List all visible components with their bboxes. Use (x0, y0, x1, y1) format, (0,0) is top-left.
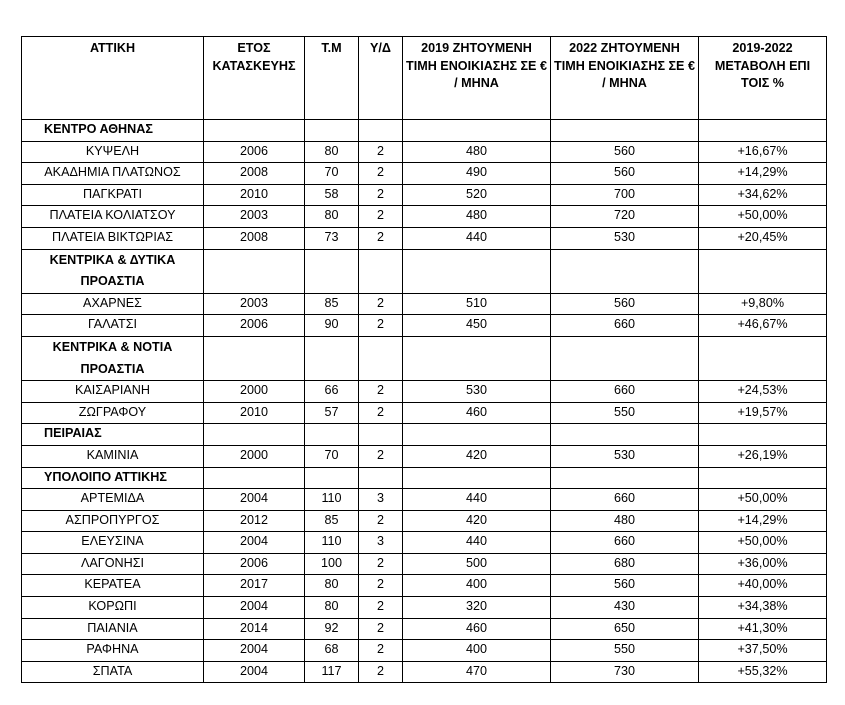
table-row (22, 293, 827, 315)
cell-area: ΑΚΑΔΗΜΙΑ ΠΛΑΤΩΝΟΣ (22, 163, 204, 185)
empty-cell (305, 424, 359, 446)
cell-rent-2022: 550 (551, 640, 699, 662)
cell-construction-year: 2017 (204, 575, 305, 597)
cell-rent-2022: 660 (551, 381, 699, 403)
header-rent-2019: 2019 ΖΗΤΟΥΜΕΝΗ ΤΙΜΗ ΕΝΟΙΚΙΑΣΗΣ ΣΕ € / ΜΗΝΑ (403, 37, 551, 120)
cell-change-percent: +26,19% (699, 445, 827, 467)
empty-cell (551, 336, 699, 380)
cell-bedrooms: 2 (359, 163, 403, 185)
cell-change-percent: +19,57% (699, 402, 827, 424)
cell-construction-year: 2006 (204, 315, 305, 337)
cell-change-percent: +37,50% (699, 640, 827, 662)
cell-rent-2019: 460 (403, 618, 551, 640)
empty-cell (204, 336, 305, 380)
cell-bedrooms: 2 (359, 640, 403, 662)
cell-construction-year: 2004 (204, 532, 305, 554)
cell-change-percent: +41,30% (699, 618, 827, 640)
cell-square-meters: 110 (305, 532, 359, 554)
cell-rent-2019: 400 (403, 640, 551, 662)
cell-change-percent: +55,32% (699, 661, 827, 683)
cell-square-meters: 80 (305, 206, 359, 228)
cell-area: ΣΠΑΤΑ (22, 661, 204, 683)
cell-bedrooms: 3 (359, 532, 403, 554)
section-title: ΚΕΝΤΡΟ ΑΘΗΝΑΣ (22, 120, 204, 142)
cell-rent-2022: 560 (551, 141, 699, 163)
cell-square-meters: 85 (305, 510, 359, 532)
section-row (22, 467, 827, 489)
cell-bedrooms: 2 (359, 661, 403, 683)
cell-square-meters: 90 (305, 315, 359, 337)
cell-change-percent: +50,00% (699, 532, 827, 554)
cell-change-percent: +34,38% (699, 597, 827, 619)
cell-rent-2019: 500 (403, 553, 551, 575)
table-row (22, 640, 827, 662)
table-body (22, 120, 827, 683)
cell-bedrooms: 2 (359, 510, 403, 532)
cell-area: ΖΩΓΡΑΦΟΥ (22, 402, 204, 424)
cell-bedrooms: 2 (359, 575, 403, 597)
cell-bedrooms: 2 (359, 293, 403, 315)
cell-construction-year: 2008 (204, 163, 305, 185)
cell-rent-2022: 560 (551, 293, 699, 315)
cell-area: ΕΛΕΥΣΙΝΑ (22, 532, 204, 554)
empty-cell (403, 467, 551, 489)
cell-change-percent: +34,62% (699, 184, 827, 206)
cell-change-percent: +16,67% (699, 141, 827, 163)
cell-square-meters: 117 (305, 661, 359, 683)
cell-bedrooms: 3 (359, 489, 403, 511)
table-row (22, 227, 827, 249)
cell-change-percent: +36,00% (699, 553, 827, 575)
table-row (22, 532, 827, 554)
table-row (22, 206, 827, 228)
empty-cell (699, 249, 827, 293)
cell-construction-year: 2010 (204, 184, 305, 206)
header-rent-2022: 2022 ΖΗΤΟΥΜΕΝΗ ΤΙΜΗ ΕΝΟΙΚΙΑΣΗΣ ΣΕ € / ΜΗΝΑ (551, 37, 699, 120)
cell-rent-2019: 450 (403, 315, 551, 337)
empty-cell (551, 424, 699, 446)
section-title: ΠΕΙΡΑΙΑΣ (22, 424, 204, 446)
cell-rent-2019: 400 (403, 575, 551, 597)
cell-square-meters: 68 (305, 640, 359, 662)
section-row (22, 336, 827, 380)
cell-bedrooms: 2 (359, 184, 403, 206)
table-row (22, 184, 827, 206)
table-row (22, 597, 827, 619)
cell-square-meters: 80 (305, 597, 359, 619)
empty-cell (699, 120, 827, 142)
cell-rent-2022: 700 (551, 184, 699, 206)
cell-construction-year: 2008 (204, 227, 305, 249)
cell-rent-2022: 560 (551, 575, 699, 597)
cell-change-percent: +50,00% (699, 489, 827, 511)
cell-rent-2019: 520 (403, 184, 551, 206)
empty-cell (403, 336, 551, 380)
cell-area: ΓΑΛΑΤΣΙ (22, 315, 204, 337)
header-construction-year: ΕΤΟΣ ΚΑΤΑΣΚΕΥΗΣ (204, 37, 305, 120)
cell-square-meters: 110 (305, 489, 359, 511)
cell-construction-year: 2003 (204, 206, 305, 228)
cell-square-meters: 70 (305, 163, 359, 185)
cell-bedrooms: 2 (359, 315, 403, 337)
cell-area: ΚΟΡΩΠΙ (22, 597, 204, 619)
cell-rent-2022: 430 (551, 597, 699, 619)
table-row (22, 661, 827, 683)
cell-square-meters: 92 (305, 618, 359, 640)
cell-change-percent: +46,67% (699, 315, 827, 337)
empty-cell (359, 336, 403, 380)
cell-rent-2019: 470 (403, 661, 551, 683)
empty-cell (551, 249, 699, 293)
cell-area: ΚΑΜΙΝΙΑ (22, 445, 204, 467)
rent-price-table (21, 36, 827, 683)
cell-bedrooms: 2 (359, 141, 403, 163)
cell-bedrooms: 2 (359, 553, 403, 575)
cell-area: ΑΧΑΡΝΕΣ (22, 293, 204, 315)
cell-area: ΠΑΓΚΡΑΤΙ (22, 184, 204, 206)
empty-cell (204, 424, 305, 446)
cell-rent-2019: 480 (403, 141, 551, 163)
cell-rent-2019: 480 (403, 206, 551, 228)
cell-rent-2022: 680 (551, 553, 699, 575)
cell-rent-2019: 320 (403, 597, 551, 619)
empty-cell (699, 424, 827, 446)
empty-cell (699, 336, 827, 380)
cell-construction-year: 2004 (204, 661, 305, 683)
table-row (22, 618, 827, 640)
cell-construction-year: 2004 (204, 597, 305, 619)
cell-rent-2019: 460 (403, 402, 551, 424)
empty-cell (551, 120, 699, 142)
header-area: ΑΤΤΙΚΗ (22, 37, 204, 120)
cell-bedrooms: 2 (359, 402, 403, 424)
section-title: ΚΕΝΤΡΙΚΑ & ΔΥΤΙΚΑ ΠΡΟΑΣΤΙΑ (22, 249, 204, 293)
cell-area: ΚΕΡΑΤΕΑ (22, 575, 204, 597)
cell-area: ΚΥΨΕΛΗ (22, 141, 204, 163)
cell-rent-2019: 420 (403, 510, 551, 532)
cell-area: ΑΡΤΕΜΙΔΑ (22, 489, 204, 511)
cell-square-meters: 66 (305, 381, 359, 403)
cell-square-meters: 70 (305, 445, 359, 467)
cell-square-meters: 58 (305, 184, 359, 206)
cell-rent-2022: 660 (551, 532, 699, 554)
cell-bedrooms: 2 (359, 381, 403, 403)
empty-cell (305, 467, 359, 489)
cell-square-meters: 57 (305, 402, 359, 424)
cell-rent-2019: 490 (403, 163, 551, 185)
empty-cell (305, 120, 359, 142)
cell-construction-year: 2003 (204, 293, 305, 315)
section-row (22, 424, 827, 446)
cell-construction-year: 2012 (204, 510, 305, 532)
cell-area: ΠΑΙΑΝΙΑ (22, 618, 204, 640)
empty-cell (204, 120, 305, 142)
table-row (22, 163, 827, 185)
cell-construction-year: 2000 (204, 445, 305, 467)
cell-area: ΚΑΙΣΑΡΙΑΝΗ (22, 381, 204, 403)
cell-rent-2022: 650 (551, 618, 699, 640)
cell-construction-year: 2004 (204, 489, 305, 511)
cell-change-percent: +14,29% (699, 510, 827, 532)
empty-cell (305, 249, 359, 293)
empty-cell (359, 249, 403, 293)
table-row (22, 510, 827, 532)
section-row (22, 249, 827, 293)
empty-cell (551, 467, 699, 489)
cell-area: ΡΑΦΗΝΑ (22, 640, 204, 662)
empty-cell (403, 424, 551, 446)
table-row (22, 553, 827, 575)
cell-construction-year: 2004 (204, 640, 305, 662)
cell-change-percent: +24,53% (699, 381, 827, 403)
cell-rent-2019: 530 (403, 381, 551, 403)
section-title: ΥΠΟΛΟΙΠΟ ΑΤΤΙΚΗΣ (22, 467, 204, 489)
empty-cell (359, 467, 403, 489)
cell-area: ΛΑΓΟΝΗΣΙ (22, 553, 204, 575)
empty-cell (403, 249, 551, 293)
table-row (22, 489, 827, 511)
empty-cell (699, 467, 827, 489)
cell-rent-2022: 660 (551, 315, 699, 337)
empty-cell (403, 120, 551, 142)
cell-area: ΑΣΠΡΟΠΥΡΓΟΣ (22, 510, 204, 532)
cell-bedrooms: 2 (359, 206, 403, 228)
cell-construction-year: 2014 (204, 618, 305, 640)
cell-change-percent: +20,45% (699, 227, 827, 249)
cell-construction-year: 2010 (204, 402, 305, 424)
table-row (22, 445, 827, 467)
cell-rent-2022: 550 (551, 402, 699, 424)
cell-construction-year: 2000 (204, 381, 305, 403)
cell-change-percent: +14,29% (699, 163, 827, 185)
cell-square-meters: 85 (305, 293, 359, 315)
cell-rent-2019: 420 (403, 445, 551, 467)
cell-rent-2019: 440 (403, 489, 551, 511)
cell-area: ΠΛΑΤΕΙΑ ΒΙΚΤΩΡΙΑΣ (22, 227, 204, 249)
empty-cell (204, 467, 305, 489)
cell-bedrooms: 2 (359, 597, 403, 619)
cell-square-meters: 73 (305, 227, 359, 249)
table-row (22, 315, 827, 337)
cell-rent-2022: 530 (551, 445, 699, 467)
cell-rent-2019: 440 (403, 227, 551, 249)
empty-cell (359, 424, 403, 446)
cell-rent-2022: 560 (551, 163, 699, 185)
cell-square-meters: 80 (305, 141, 359, 163)
cell-rent-2022: 660 (551, 489, 699, 511)
cell-rent-2022: 480 (551, 510, 699, 532)
cell-rent-2022: 530 (551, 227, 699, 249)
table-row (22, 141, 827, 163)
cell-change-percent: +50,00% (699, 206, 827, 228)
table-row (22, 381, 827, 403)
cell-bedrooms: 2 (359, 227, 403, 249)
cell-change-percent: +40,00% (699, 575, 827, 597)
cell-construction-year: 2006 (204, 553, 305, 575)
cell-rent-2022: 730 (551, 661, 699, 683)
cell-change-percent: +9,80% (699, 293, 827, 315)
header-bedrooms: Υ/Δ (359, 37, 403, 120)
section-row (22, 120, 827, 142)
cell-rent-2019: 510 (403, 293, 551, 315)
cell-square-meters: 100 (305, 553, 359, 575)
cell-area: ΠΛΑΤΕΙΑ ΚΟΛΙΑΤΣΟΥ (22, 206, 204, 228)
table-row (22, 402, 827, 424)
empty-cell (359, 120, 403, 142)
section-title: ΚΕΝΤΡΙΚΑ & ΝΟΤΙΑ ΠΡΟΑΣΤΙΑ (22, 336, 204, 380)
header-square-meters: Τ.Μ (305, 37, 359, 120)
empty-cell (204, 249, 305, 293)
table-header (22, 37, 827, 120)
cell-bedrooms: 2 (359, 618, 403, 640)
cell-bedrooms: 2 (359, 445, 403, 467)
cell-rent-2022: 720 (551, 206, 699, 228)
empty-cell (305, 336, 359, 380)
header-change-percent: 2019-2022 ΜΕΤΑΒΟΛΗ ΕΠΙ ΤΟΙΣ % (699, 37, 827, 120)
table-row (22, 575, 827, 597)
cell-square-meters: 80 (305, 575, 359, 597)
cell-rent-2019: 440 (403, 532, 551, 554)
header-row (22, 37, 827, 120)
cell-construction-year: 2006 (204, 141, 305, 163)
